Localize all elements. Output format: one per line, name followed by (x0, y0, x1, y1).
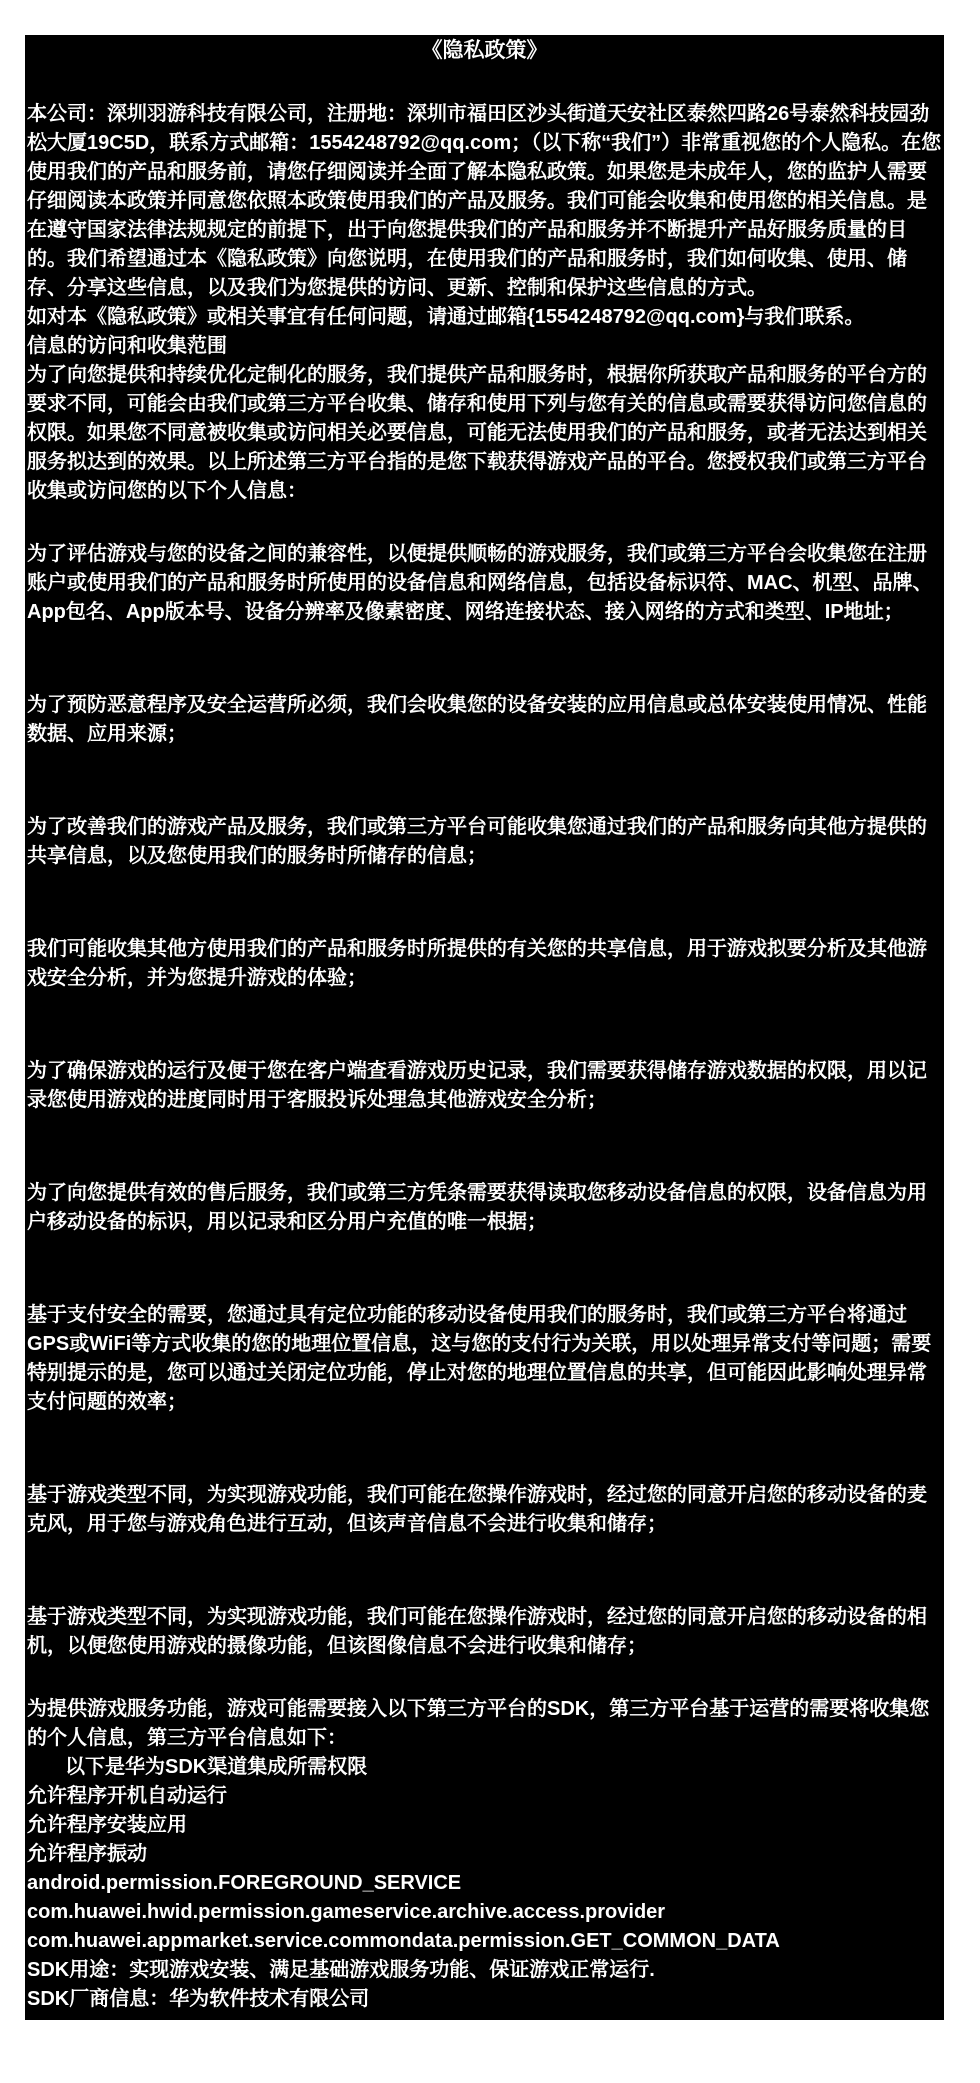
policy-paragraph: 为了向您提供和持续优化定制化的服务，我们提供产品和服务时，根据你所获取产品和服务的平台方的要求不同，可能会由我们或第三方平台收集、储存和使用下列与您有关的信息或需要获得访问您信息的权限。如果您不同意被收集或访问相关必要信息，可能无法使用我们的产品和服务，或者无法达到相关服务拟达到的效果。以上所述第三方平台指的是您下载获得游戏产品的平台。您授权我们或第三方平台收集或访问您的以下个人信息： (27, 364, 927, 502)
policy-paragraph: 为了预防恶意程序及安全运营所必须，我们会收集您的设备安装的应用信息或总体安装使用情况、性能数据、应用来源； (27, 694, 927, 745)
policy-paragraph: SDK厂商信息：华为软件技术有限公司 (27, 1988, 370, 2010)
policy-paragraph: 为了评估游戏与您的设备之间的兼容性，以便提供顺畅的游戏服务，我们或第三方平台会收集您在注册账户或使用我们的产品和服务时所使用的设备信息和网络信息，包括设备标识符、MAC、机型、品牌、App包名、App版本号、设备分辨率及像素密度、网络连接状态、接入网络的方式和类型、IP地址； (27, 543, 933, 623)
policy-body (27, 100, 942, 2014)
privacy-policy-sheet (25, 35, 944, 2020)
policy-paragraph: 信息的访问和收集范围 (27, 335, 227, 357)
page-title: 《隐私政策》 (421, 39, 548, 62)
policy-paragraph: 如对本《隐私政策》或相关事宜有任何问题，请通过邮箱{1554248792@qq.com}与我们联系。 (27, 306, 865, 328)
policy-paragraph: 为提供游戏服务功能，游戏可能需要接入以下第三方平台的SDK，第三方平台基于运营的需要将收集您的个人信息，第三方平台信息如下： (27, 1698, 930, 1749)
policy-paragraph: SDK用途：实现游戏安装、满足基础游戏服务功能、保证游戏正常运行. (27, 1959, 655, 1981)
policy-paragraph: android.permission.FOREGROUND_SERVICE (27, 1872, 462, 1894)
policy-paragraph: com.huawei.hwid.permission.gameservice.archive.access.provider (27, 1901, 666, 1923)
policy-paragraph: 允许程序安装应用 (27, 1814, 187, 1836)
policy-paragraph: 为了确保游戏的运行及便于您在客户端查看游戏历史记录，我们需要获得储存游戏数据的权限，用以记录您使用游戏的进度同时用于客服投诉处理急其他游戏安全分析； (27, 1060, 927, 1111)
policy-paragraph: 基于支付安全的需要，您通过具有定位功能的移动设备使用我们的服务时，我们或第三方平台将通过GPS或WiFi等方式收集的您的地理位置信息，这与您的支付行为关联，用以处理异常支付等问题；需要特别提示的是，您可以通过关闭定位功能，停止对您的地理位置信息的共享，但可能因此影响处理异常支付问题的效率； (27, 1304, 932, 1413)
policy-paragraph: com.huawei.appmarket.service.commondata.permission.GET_COMMON_DATA (27, 1930, 780, 1952)
policy-paragraph: 以下是华为SDK渠道集成所需权限 (65, 1756, 368, 1778)
policy-paragraph: 基于游戏类型不同，为实现游戏功能，我们可能在您操作游戏时，经过您的同意开启您的移动设备的麦克风，用于您与游戏角色进行互动，但该声音信息不会进行收集和储存； (27, 1484, 927, 1535)
policy-paragraph: 为了向您提供有效的售后服务，我们或第三方凭条需要获得读取您移动设备信息的权限，设备信息为用户移动设备的标识，用以记录和区分用户充值的唯一根据； (27, 1182, 927, 1233)
policy-paragraph: 基于游戏类型不同，为实现游戏功能，我们可能在您操作游戏时，经过您的同意开启您的移动设备的相机，以便您使用游戏的摄像功能，但该图像信息不会进行收集和储存； (27, 1606, 927, 1657)
policy-paragraph: 允许程序振动 (27, 1843, 147, 1865)
policy-paragraph: 本公司：深圳羽游科技有限公司，注册地：深圳市福田区沙头街道天安社区泰然四路26号泰然科技园劲松大厦19C5D，联系方式邮箱：1554248792@qq.com；（以下称“我们”）非常重视您的个人隐私。在您使用我们的产品和服务前，请您仔细阅读并全面了解本隐私政策。如果您是未成年人，您的监护人需要仔细阅读本政策并同意您依照本政策使用我们的产品及服务。我们可能会收集和使用您的相关信息。是在遵守国家法律法规规定的前提下，出于向您提供我们的产品和服务并不断提升产品好服务质量的目的。我们希望通过本《隐私政策》向您说明，在使用我们的产品和服务时，我们如何收集、使用、储存、分享这些信息，以及我们为您提供的访问、更新、控制和保护这些信息的方式。 (27, 103, 942, 299)
policy-paragraph: 允许程序开机自动运行 (27, 1785, 227, 1807)
policy-paragraph: 为了改善我们的游戏产品及服务，我们或第三方平台可能收集您通过我们的产品和服务向其他方提供的共享信息，以及您使用我们的服务时所储存的信息； (27, 816, 927, 867)
policy-paragraph: 我们可能收集其他方使用我们的产品和服务时所提供的有关您的共享信息，用于游戏拟要分析及其他游戏安全分析，并为您提升游戏的体验； (27, 938, 927, 989)
